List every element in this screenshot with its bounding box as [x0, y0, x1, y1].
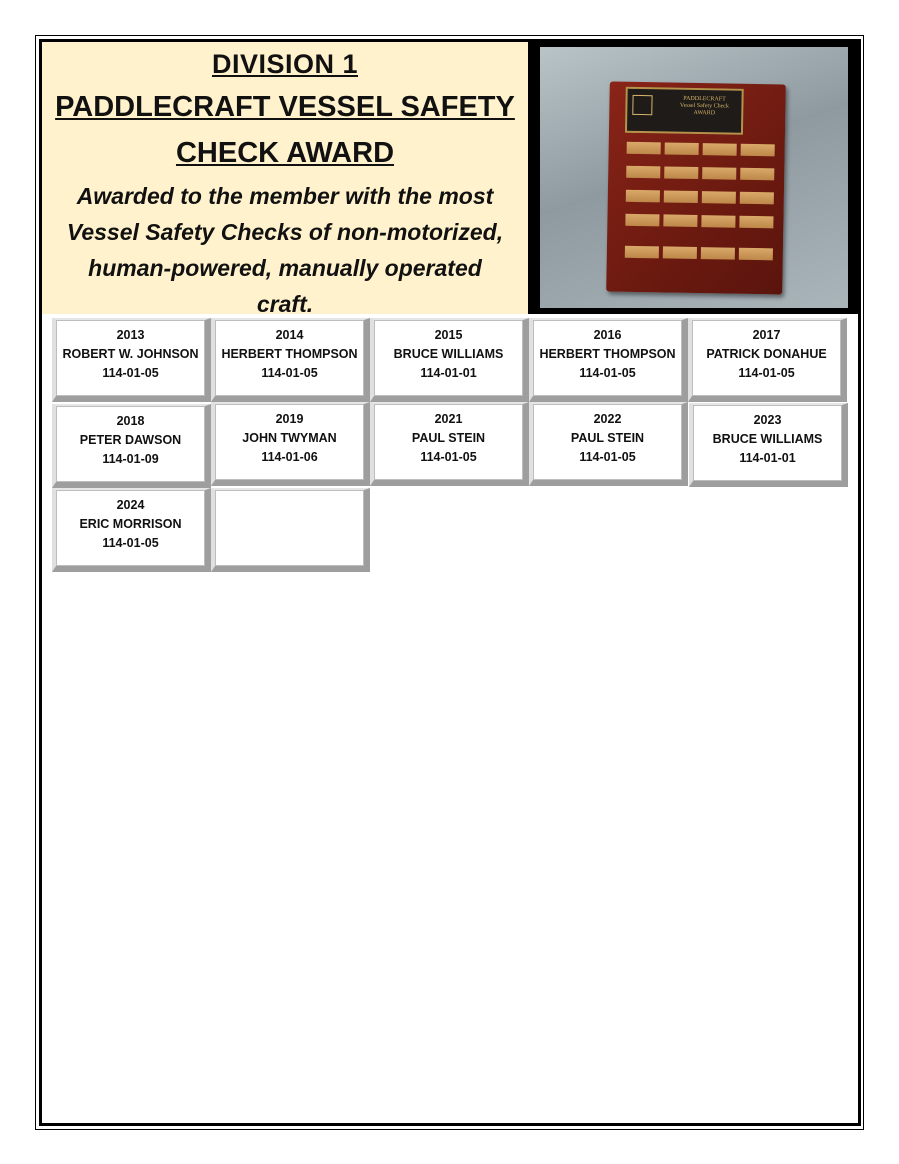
plaque-plate: [702, 191, 736, 204]
winner-card-2021: [370, 402, 529, 486]
winner-flotilla: 114-01-01: [420, 366, 477, 380]
plaque-plate: [664, 166, 698, 179]
winner-name: ERIC MORRISON: [79, 517, 182, 531]
winner-flotilla: 114-01-05: [579, 450, 636, 464]
plaque-nameplate: [625, 87, 744, 135]
winner-year: 2017: [752, 328, 781, 342]
plaque-plate: [741, 144, 775, 157]
winner-year: 2021: [434, 412, 463, 426]
winner-card-2023: [689, 403, 848, 487]
plaque-plate: [701, 247, 735, 260]
plaque-plate: [627, 142, 661, 155]
plaque-plate: [665, 142, 699, 155]
winner-card-2014: [211, 318, 370, 402]
winner-card-empty: [211, 488, 370, 572]
winner-year: 2015: [434, 328, 463, 342]
award-header: [42, 42, 528, 317]
winner-flotilla: 114-01-05: [102, 536, 159, 550]
plaque-plate: [663, 246, 697, 259]
winner-flotilla: 114-01-06: [261, 450, 318, 464]
plaque-plate: [703, 143, 737, 156]
winner-card-2017: [688, 318, 847, 402]
winner-year: 2024: [116, 498, 145, 512]
winner-name: PATRICK DONAHUE: [706, 347, 827, 361]
winner-name: BRUCE WILLIAMS: [393, 347, 504, 361]
winner-flotilla: 114-01-05: [420, 450, 477, 464]
winner-card-2024: [52, 488, 211, 572]
award-description: [42, 178, 528, 322]
winner-year: 2022: [593, 412, 622, 426]
winner-name: HERBERT THOMPSON: [221, 347, 358, 361]
plaque-plate: [739, 248, 773, 261]
winner-card-2022: [529, 402, 688, 486]
winner-name: ROBERT W. JOHNSON: [62, 347, 199, 361]
winner-year: 2023: [753, 413, 782, 427]
paddle-emblem-icon: [632, 95, 652, 115]
plaque-plate: [701, 215, 735, 228]
winner-name: JOHN TWYMAN: [242, 431, 337, 445]
award-title: [42, 84, 528, 176]
award-title-line-1: PADDLECRAFT VESSEL SAFETY: [55, 91, 515, 123]
winner-year: 2019: [275, 412, 304, 426]
winner-flotilla: 114-01-09: [102, 452, 159, 466]
winner-year: 2016: [593, 328, 622, 342]
winner-year: 2013: [116, 328, 145, 342]
award-title-line-2: CHECK AWARD: [175, 137, 395, 169]
plaque-plate: [625, 214, 659, 227]
winner-card-2018: [52, 404, 211, 488]
award-description-line-1: Awarded to the member with the most: [76, 183, 494, 209]
plaque-plate: [625, 246, 659, 259]
plaque-plate: [740, 192, 774, 205]
winner-card-2016: [529, 318, 688, 402]
plaque-plate: [626, 190, 660, 203]
award-plaque-photo: [528, 42, 858, 314]
photo-background: [540, 47, 848, 308]
division-heading: DIVISION 1: [211, 49, 359, 79]
winner-name: BRUCE WILLIAMS: [712, 432, 823, 446]
winner-card-2019: [211, 402, 370, 486]
award-description-line-4: craft.: [256, 291, 314, 317]
winner-flotilla: 114-01-05: [261, 366, 318, 380]
award-description-line-3: human-powered, manually operated: [88, 255, 482, 281]
award-description-line-2: Vessel Safety Checks of non-motorized,: [66, 219, 504, 245]
winner-card-2015: [370, 318, 529, 402]
winner-name: PAUL STEIN: [570, 431, 645, 445]
plaque-plate: [702, 167, 736, 180]
plaque-plate: [740, 168, 774, 181]
winner-year: 2014: [275, 328, 304, 342]
winner-name: PAUL STEIN: [411, 431, 486, 445]
winner-flotilla: 114-01-01: [739, 451, 796, 465]
winner-flotilla: 114-01-05: [102, 366, 159, 380]
plaque-engraving: PADDLECRAFT Vessel Safety Check AWARD: [679, 95, 729, 117]
winner-flotilla: 114-01-05: [738, 366, 795, 380]
plaque-plate: [626, 166, 660, 179]
plaque-plate: [664, 190, 698, 203]
winner-year: 2018: [116, 414, 145, 428]
plaque-plate: [739, 216, 773, 229]
winner-card-2013: [52, 318, 211, 402]
winner-name: HERBERT THOMPSON: [539, 347, 676, 361]
plaque-image: [606, 81, 786, 294]
winner-flotilla: 114-01-05: [579, 366, 636, 380]
winner-name: PETER DAWSON: [79, 433, 182, 447]
plaque-plate: [663, 214, 697, 227]
